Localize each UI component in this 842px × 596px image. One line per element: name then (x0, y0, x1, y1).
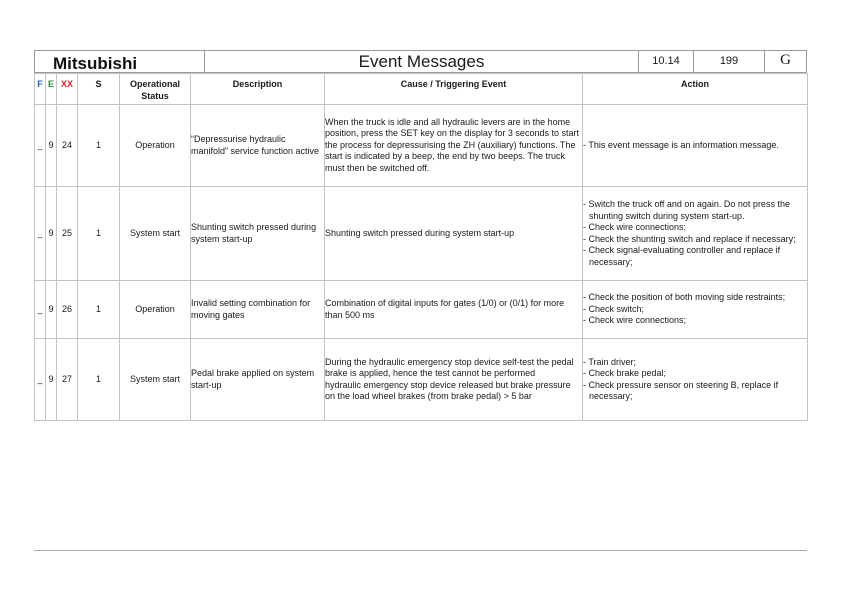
cell-status: Operation (120, 281, 191, 339)
cell-xx: 24 (57, 105, 78, 187)
cause-line: During the hydraulic emergency stop device self-test the pedal brake is applied, hence the test cannot be performed (325, 356, 574, 378)
cell-action (583, 187, 808, 281)
table-row (35, 281, 808, 339)
cell-description: Shunting switch pressed during system start-up (191, 187, 325, 281)
cell-xx: 27 (57, 339, 78, 421)
cell-xx: 26 (57, 281, 78, 339)
version-number: 10.14 (639, 51, 694, 72)
action-list (583, 199, 807, 268)
col-header-s: S (78, 74, 120, 105)
footer-divider (34, 550, 807, 551)
cell-status: Operation (120, 105, 191, 187)
cell-action (583, 105, 808, 187)
cell-e: 9 (46, 281, 57, 339)
cell-status: System start (120, 339, 191, 421)
cell-e: 9 (46, 339, 57, 421)
cause-line: hydraulic emergency stop device released but brake pressure on the load wheel brakes (from brake pedal) > 5 bar (325, 379, 571, 401)
page-header (34, 50, 807, 73)
section-letter: G (780, 52, 791, 68)
action-item: - Check wire connections; (583, 222, 807, 234)
cell-cause: Shunting switch pressed during system start-up (325, 187, 583, 281)
col-header-e: E (46, 74, 57, 105)
cell-s: 1 (78, 105, 120, 187)
cell-description: Invalid setting combination for moving gates (191, 281, 325, 339)
col-header-operational-status: Operational Status (120, 74, 191, 105)
cell-action (583, 339, 808, 421)
cell-s: 1 (78, 187, 120, 281)
page-number: 199 (694, 51, 765, 72)
col-header-f: F (35, 74, 46, 105)
action-item: - Check signal-evaluating controller and replace if necessary; (583, 245, 807, 268)
cell-action (583, 281, 808, 339)
col-header-xx: XX (57, 74, 78, 105)
action-list (583, 292, 807, 327)
action-item: - Switch the truck off and on again. Do not press the shunting switch during system start-up. (583, 199, 807, 222)
cell-status: System start (120, 187, 191, 281)
cell-s: 1 (78, 339, 120, 421)
cell-description: “Depressurise hydraulic manifold” service function active (191, 105, 325, 187)
action-item: - Check pressure sensor on steering B, replace if necessary; (583, 380, 807, 403)
action-item: - Check wire connections; (583, 315, 807, 327)
cell-xx: 25 (57, 187, 78, 281)
action-item: - Check brake pedal; (583, 368, 807, 380)
col-header-cause: Cause / Triggering Event (325, 74, 583, 105)
cell-description: Pedal brake applied on system start-up (191, 339, 325, 421)
action-item: - Check the shunting switch and replace if necessary; (583, 234, 807, 246)
cell-f: _ (35, 281, 46, 339)
action-item: - Check the position of both moving side restraints; (583, 292, 807, 304)
page-title: Event Messages (205, 51, 639, 72)
cell-cause: Combination of digital inputs for gates (1/0) or (0/1) for more than 500 ms (325, 281, 583, 339)
cell-f: _ (35, 187, 46, 281)
table-header-row (35, 74, 808, 105)
table-row (35, 339, 808, 421)
col-header-description: Description (191, 74, 325, 105)
cell-e: 9 (46, 105, 57, 187)
table-row (35, 105, 808, 187)
action-list (583, 357, 807, 403)
event-messages-table (34, 73, 808, 421)
action-list (583, 140, 807, 152)
cell-f: _ (35, 339, 46, 421)
cell-cause: When the truck is idle and all hydraulic levers are in the home position, press the SET key on the display for 3 seconds to start the process for depressurising the ZH (auxiliary) functions. The start is indicated by a beep, the end by two beeps. The truck must then be switched off. (325, 105, 583, 187)
action-item: - Check switch; (583, 304, 807, 316)
table-row (35, 187, 808, 281)
action-item: - Train driver; (583, 357, 807, 369)
action-item: - This event message is an information message. (583, 140, 807, 152)
brand-name: Mitsubishi (35, 51, 205, 72)
cell-cause (325, 339, 583, 421)
cell-f: _ (35, 105, 46, 187)
cell-e: 9 (46, 187, 57, 281)
col-header-action: Action (583, 74, 808, 105)
cell-s: 1 (78, 281, 120, 339)
